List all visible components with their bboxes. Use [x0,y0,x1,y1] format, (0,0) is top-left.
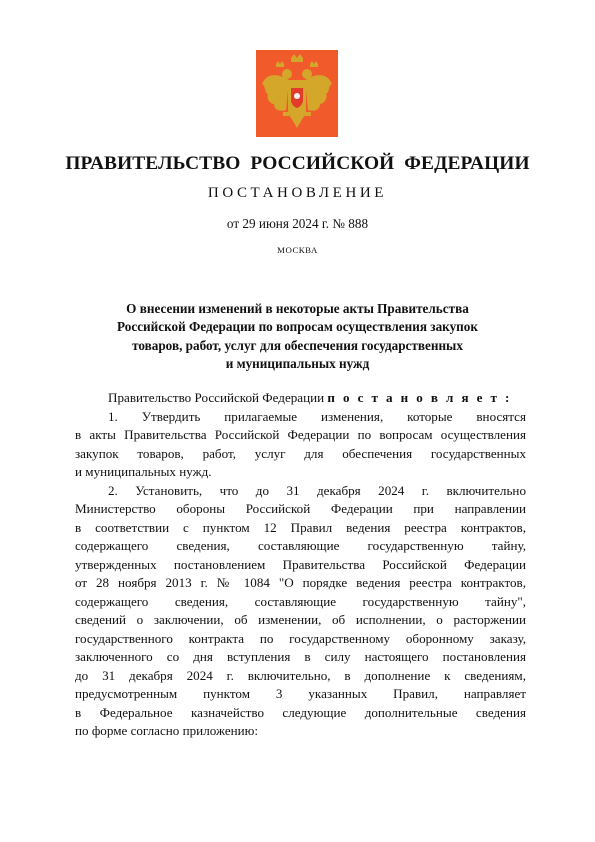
heading-line: О внесении изменений в некоторые акты Правительства [126,301,469,316]
paragraph-2-line: содержащего сведения, составляющие государственную тайну", [75,593,526,609]
paragraph-2-line: Министерство обороны Российской Федерации при направлении [75,501,526,516]
paragraph-2-line: заключенного со дня вступления в силу настоящего постановления [75,649,526,664]
paragraph-2-line: государственного контракта по государственному оборонному заказу, [75,630,526,646]
paragraph-2-line: по форме согласно приложению: [75,723,259,738]
paragraph-1-line: 1. Утвердить прилагаемые изменения, которые вносятся [108,408,526,424]
paragraph-2-line: до 31 декабря 2024 г. включительно, в дополнение к сведениям, [75,667,526,683]
paragraph-2-line: 2. Установить, что до 31 декабря 2024 г. включительно [108,482,526,498]
paragraph-2-line: предусмотренным пунктом 3 указанных Правил, направляет [75,686,526,701]
paragraph-2-line: в Федеральное казначейство следующие дополнительные сведения [75,704,526,720]
paragraph-2-line: сведений о заключении, об изменении, об исполнении, о расторжении [75,612,526,627]
paragraph-1-line: в акты Правительства Российской Федерации по вопросам осуществления [75,427,526,442]
preamble-verb: п о с т а н о в л я е т : [327,390,512,405]
russian-coat-of-arms-emblem [256,50,338,137]
document-body [75,389,526,741]
paragraph-1-line: и муниципальных нужд. [75,464,212,479]
government-title: ПРАВИТЕЛЬСТВО РОССИЙСКОЙ ФЕДЕРАЦИИ [65,153,530,174]
paragraph-2-line: в соответствии с пунктом 12 Правил ведения реестра контрактов, [75,519,526,535]
document-date-number: от 29 июня 2024 г. № 888 [226,216,369,231]
heading-line: и муниципальных нужд [225,356,370,372]
heading-line: товаров, работ, услуг для обеспечения государственных [132,337,463,353]
heading-line: Российской Федерации по вопросам осуществления закупок [117,319,478,335]
preamble [75,389,526,408]
paragraph-1-line: закупок товаров, работ, услуг для обеспечения государственных [75,445,526,461]
document-city: МОСКВА [277,245,318,255]
preamble-subject: Правительство Российской Федерации [108,390,325,405]
paragraph-2-line: от 28 ноября 2013 г. № 1084 "О порядке ведения реестра контрактов, [75,575,526,590]
document-heading [75,300,520,374]
paragraph-2-line: утвержденных постановлением Правительства Российской Федерации [75,556,526,572]
paragraph-2-line: содержащего сведения, составляющие государственную тайну, [75,538,526,553]
document-type: ПОСТАНОВЛЕНИЕ [207,185,388,201]
